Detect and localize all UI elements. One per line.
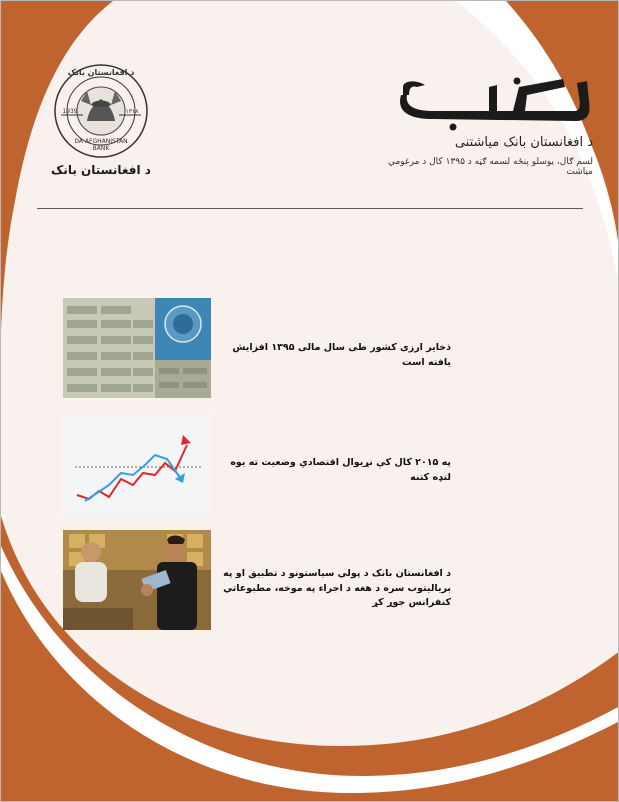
svg-text:1939: 1939 [62,108,78,115]
issue-line: لسم ګال، یوسلو پنځه لسمه ګڼه د ۱۳۹۵ کال د مرغومي میاشت [387,157,593,177]
article-headline: د افغانستان بانک د پولي سیاستونو د تطبیق او په بریالیتوب سره د هغه د اجراء په موخه، مطبوعاتي کنفرانس جوړ کړ [223,568,451,609]
article-item[interactable] [63,415,453,515]
article-headline: په ۲۰۱۵ کال کې نړیوال اقتصادي وضعیت ته یوه لنډه کتنه [230,457,451,483]
bank-magazine-logo [393,73,593,133]
money-exchangers-photo [63,530,211,630]
header-divider [37,208,583,209]
bank-name: د افغانستان بانک [51,163,151,177]
article-headline: ذخایر ارزی کشور طی سال مالی ۱۳۹۵ افزایش یافته است [232,342,451,368]
article-item[interactable] [63,530,453,630]
svg-text:DA AFGHANISTAN: DA AFGHANISTAN [74,138,128,145]
article-item[interactable] [63,298,453,398]
bank-seal-icon [51,61,151,161]
trend-chart-photo [63,415,211,515]
svg-text:۱۳۱۸: ۱۳۱۸ [125,108,139,115]
magazine-title: د افغانستان بانک میاشتنی [454,135,593,150]
money-stacks-photo [63,298,211,398]
svg-text:د افغانستان بانک: د افغانستان بانک [67,68,135,77]
svg-text:BANK: BANK [92,145,110,152]
